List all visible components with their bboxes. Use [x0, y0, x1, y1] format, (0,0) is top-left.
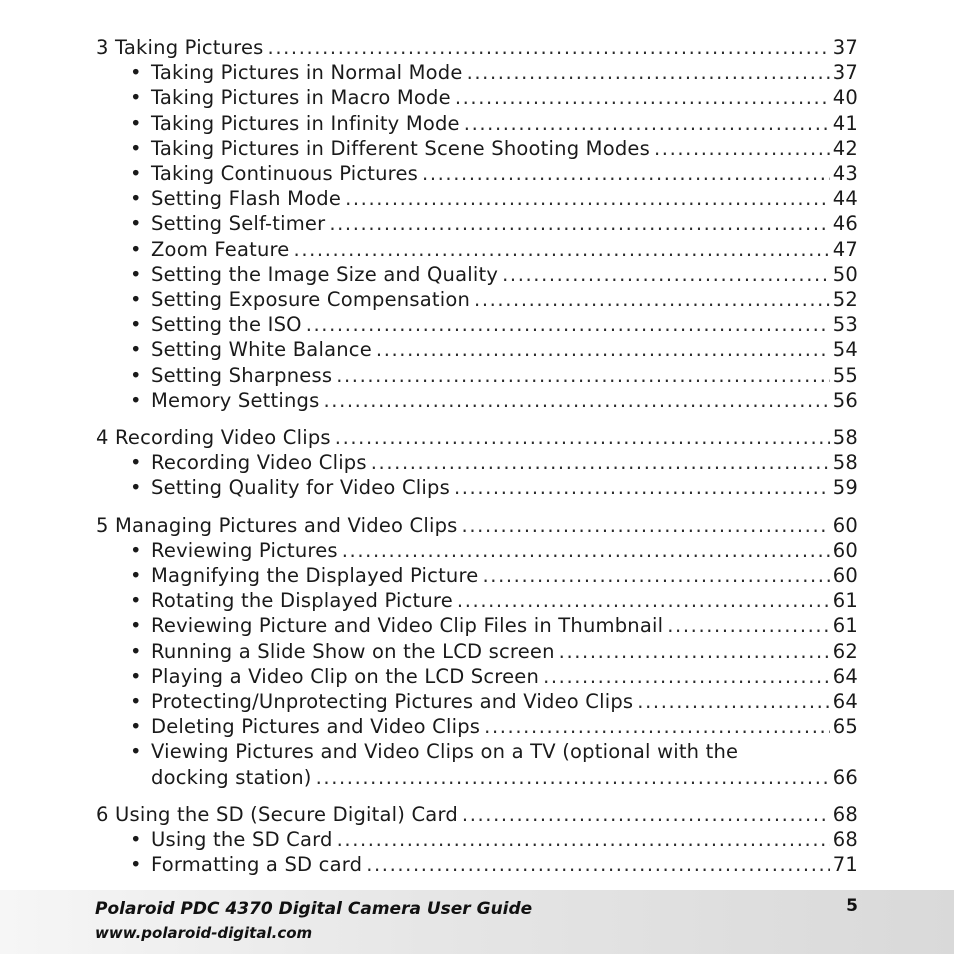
dot-leader [294, 237, 830, 262]
toc-section-3 [96, 35, 858, 413]
toc-entry-title: • Rotating the Displayed Picture [151, 589, 453, 613]
toc-entry-title: • Running a Slide Show on the LCD screen [151, 639, 555, 663]
dot-leader [464, 111, 830, 136]
toc-entry[interactable] [96, 136, 858, 161]
toc-page-number: 60 [832, 564, 858, 588]
dot-leader [462, 513, 830, 538]
toc-entry[interactable] [96, 237, 858, 262]
dot-leader [543, 664, 830, 689]
toc-entry-title: • Setting Quality for Video Clips [151, 476, 450, 500]
toc-entry[interactable] [96, 312, 858, 337]
toc-entry-title: • Zoom Feature [151, 237, 290, 261]
toc-chapter-entry[interactable] [96, 513, 858, 538]
toc-page-number: 64 [832, 664, 858, 688]
toc-chapter-title: 5 Managing Pictures and Video Clips [96, 513, 458, 537]
dot-leader [342, 538, 830, 563]
dot-leader [455, 85, 830, 110]
toc-entry[interactable] [96, 588, 858, 613]
toc-chapter-title: 3 Taking Pictures [96, 36, 264, 59]
toc-entry-title-line2: docking station) [151, 765, 312, 789]
toc-entry-title: • Setting Self-timer [151, 212, 326, 236]
toc-page-number: 61 [832, 589, 858, 613]
dot-leader [371, 450, 830, 475]
toc-section-4 [96, 425, 858, 501]
dot-leader [654, 136, 830, 161]
toc-chapter-title: 6 Using the SD (Secure Digital) Card [96, 802, 458, 826]
toc-page-number: 68 [832, 802, 858, 826]
toc-page-number: 37 [832, 36, 858, 59]
toc-entry[interactable] [96, 852, 858, 877]
toc-page-number: 42 [832, 136, 858, 160]
toc-page-number: 60 [832, 513, 858, 537]
toc-entry-title: • Setting Exposure Compensation [151, 288, 471, 312]
toc-entry-title: • Setting Flash Mode [151, 187, 342, 211]
toc-entry-title: • Deleting Pictures and Video Clips [151, 715, 481, 739]
toc-page-number: 56 [832, 388, 858, 412]
toc-page-number: 64 [832, 690, 858, 714]
dot-leader [637, 689, 829, 714]
toc-section-5 [96, 513, 858, 790]
toc-entry[interactable] [96, 161, 858, 186]
toc-page-number: 55 [832, 363, 858, 387]
dot-leader [329, 211, 829, 236]
dot-leader [268, 35, 830, 60]
dot-leader [335, 425, 830, 450]
dot-leader [306, 312, 830, 337]
toc-page-number: 65 [832, 715, 858, 739]
dot-leader [484, 714, 830, 739]
dot-leader [462, 802, 830, 827]
toc-entry-title: • Taking Continuous Pictures [151, 162, 419, 186]
toc-entry[interactable] [96, 363, 858, 388]
toc-entry[interactable] [96, 262, 858, 287]
dot-leader [336, 363, 830, 388]
toc-entry-title: • Taking Pictures in Macro Mode [151, 86, 451, 110]
toc-entry[interactable] [96, 689, 858, 714]
toc-entry[interactable] [96, 563, 858, 588]
toc-page-number: 43 [832, 162, 858, 186]
toc-page-number: 61 [832, 614, 858, 638]
toc-entry-title: • Taking Pictures in Different Scene Shooting Modes [151, 136, 650, 160]
toc-page-number: 71 [832, 853, 858, 877]
toc-entry-title: • Magnifying the Displayed Picture [151, 564, 479, 588]
table-of-contents [96, 35, 858, 890]
toc-entry[interactable] [96, 714, 858, 739]
toc-page-number: 41 [832, 111, 858, 135]
dot-leader [667, 613, 830, 638]
toc-page-number: 40 [832, 86, 858, 110]
toc-entry[interactable] [96, 613, 858, 638]
toc-page-number: 47 [832, 237, 858, 261]
toc-page-number: 58 [832, 426, 858, 450]
toc-section-6 [96, 802, 858, 878]
toc-page-number: 58 [832, 451, 858, 475]
toc-page-number: 37 [832, 61, 858, 85]
dot-leader [457, 588, 830, 613]
toc-entry-title: • Memory Settings [151, 388, 320, 412]
toc-page-number: 54 [832, 338, 858, 362]
dot-leader [502, 262, 830, 287]
dot-leader [376, 337, 830, 362]
toc-chapter-entry[interactable] [96, 425, 858, 450]
toc-entry[interactable] [96, 388, 858, 413]
dot-leader [474, 287, 830, 312]
dot-leader [482, 563, 829, 588]
toc-page-number: 60 [832, 538, 858, 562]
toc-entry-title: • Playing a Video Clip on the LCD Screen [151, 664, 540, 688]
toc-entry-title: • Taking Pictures in Normal Mode [151, 61, 463, 85]
toc-page-number: 50 [832, 262, 858, 286]
dot-leader [454, 475, 830, 500]
page-footer [0, 890, 954, 954]
toc-entry[interactable] [96, 639, 858, 664]
toc-page-number: 46 [832, 212, 858, 236]
toc-page-number: 62 [832, 639, 858, 663]
toc-entry-title: • Reviewing Picture and Video Clip Files in Thumbnail [151, 614, 664, 638]
toc-entry-title: • Setting White Balance [151, 338, 372, 362]
toc-entry[interactable] [96, 211, 858, 236]
toc-entry-title: • Using the SD Card [151, 828, 333, 852]
toc-chapter-title: 4 Recording Video Clips [96, 426, 331, 450]
toc-entry-wrapped[interactable] [96, 739, 858, 789]
toc-page-number: 66 [832, 765, 858, 789]
toc-entry-title: • Protecting/Unprotecting Pictures and Video Clips [151, 690, 634, 714]
toc-page-number: 53 [832, 313, 858, 337]
footer-page-number: 5 [846, 896, 858, 916]
toc-page-number: 68 [832, 828, 858, 852]
toc-entry-title: • Recording Video Clips [151, 451, 367, 475]
toc-entry[interactable] [96, 337, 858, 362]
toc-entry[interactable] [96, 111, 858, 136]
dot-leader [559, 639, 830, 664]
toc-entry-title: • Formatting a SD card [151, 853, 363, 877]
toc-entry[interactable] [96, 85, 858, 110]
dot-leader [366, 852, 830, 877]
toc-entry-title: • Setting the Image Size and Quality [151, 262, 499, 286]
footer-guide-title: Polaroid PDC 4370 Digital Camera User Guide [95, 899, 533, 919]
toc-entry[interactable] [96, 60, 858, 85]
dot-leader [316, 765, 830, 790]
dot-leader [345, 186, 830, 211]
toc-entry[interactable] [96, 664, 858, 689]
toc-page-number: 59 [832, 476, 858, 500]
toc-entry[interactable] [96, 186, 858, 211]
dot-leader [323, 388, 829, 413]
toc-entry-title: • Reviewing Pictures [151, 538, 338, 562]
toc-entry-title: • Setting Sharpness [151, 363, 333, 387]
toc-entry[interactable] [96, 475, 858, 500]
toc-entry[interactable] [96, 450, 858, 475]
dot-leader [422, 161, 830, 186]
toc-page-number: 52 [832, 288, 858, 312]
toc-entry-title-line1: • Viewing Pictures and Video Clips on a TV (optional with the [151, 740, 739, 764]
toc-entry[interactable] [96, 538, 858, 563]
toc-chapter-entry[interactable] [96, 35, 858, 60]
toc-page-number: 44 [832, 187, 858, 211]
toc-chapter-entry[interactable] [96, 802, 858, 827]
footer-website-link[interactable]: www.polaroid-digital.com [95, 924, 313, 942]
toc-entry-title: • Setting the ISO [151, 313, 302, 337]
toc-entry[interactable] [96, 287, 858, 312]
toc-entry[interactable] [96, 827, 858, 852]
dot-leader [467, 60, 830, 85]
dot-leader [337, 827, 830, 852]
toc-entry-title: • Taking Pictures in Infinity Mode [151, 111, 460, 135]
